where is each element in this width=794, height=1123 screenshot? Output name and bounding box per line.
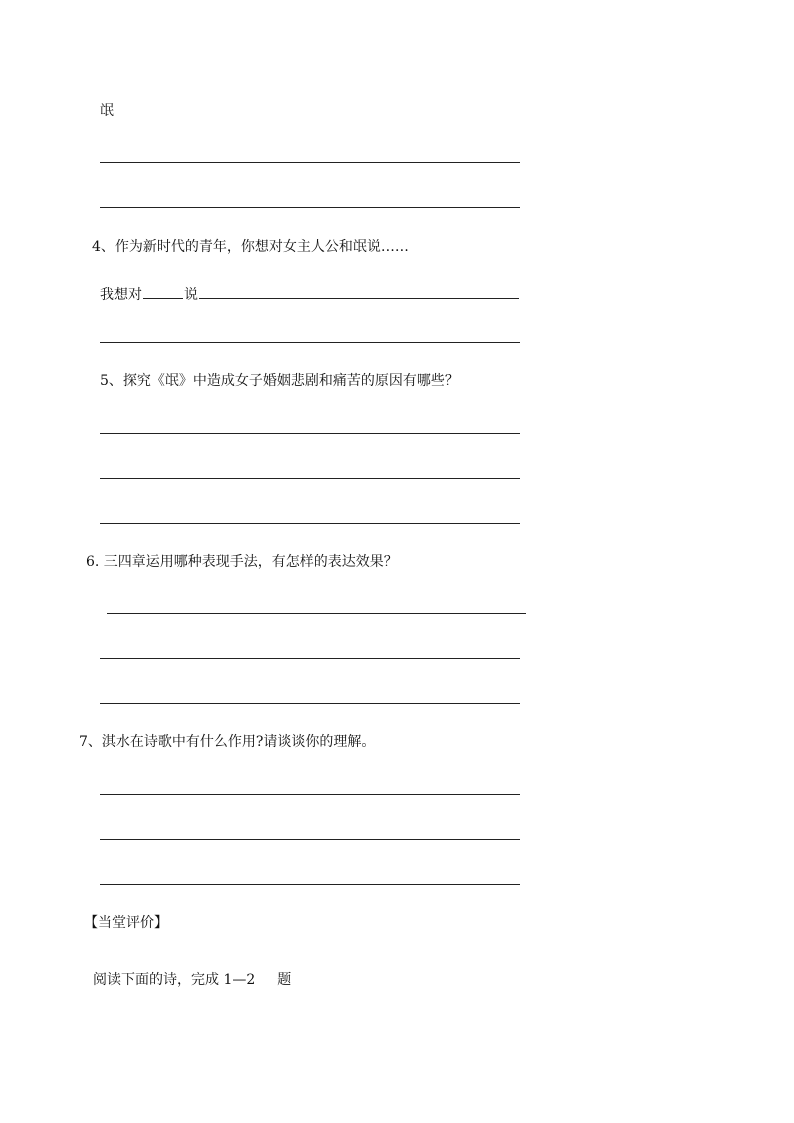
- answer-line: [100, 839, 520, 840]
- instruction-tail: 题: [277, 972, 292, 988]
- fill-mid: 说: [184, 287, 198, 303]
- answer-line: [100, 658, 520, 659]
- question-6: 6. 三四章运用哪种表现手法，有怎样的表达效果？: [86, 554, 398, 570]
- question-4: 4、作为新时代的青年，你想对女主人公和氓说……: [92, 239, 409, 255]
- question-7: 7、淇水在诗歌中有什么作用?请谈谈你的理解。: [79, 734, 376, 750]
- answer-line: [100, 884, 520, 885]
- question-5: 5、探究《氓》中造成女子婚姻悲剧和痛苦的原因有哪些？: [100, 373, 459, 389]
- answer-line: [100, 478, 520, 479]
- answer-line: [100, 162, 520, 163]
- fill-blank: [143, 284, 183, 299]
- evaluation-instruction: [93, 971, 291, 989]
- answer-line: [100, 342, 520, 343]
- evaluation-heading: 【当堂评价】: [84, 915, 168, 931]
- instruction-main: 阅读下面的诗，完成 1—2: [93, 972, 256, 988]
- section-heading-mang: 氓: [100, 103, 114, 119]
- answer-line: [100, 207, 520, 208]
- fill-answer-line: [199, 284, 519, 299]
- answer-line: [107, 613, 526, 614]
- fill-prefix: 我想对: [100, 287, 142, 303]
- answer-line: [100, 433, 520, 434]
- answer-line: [100, 794, 520, 795]
- answer-line: [100, 703, 520, 704]
- answer-line: [100, 523, 520, 524]
- question-4-fill-row: [100, 284, 519, 304]
